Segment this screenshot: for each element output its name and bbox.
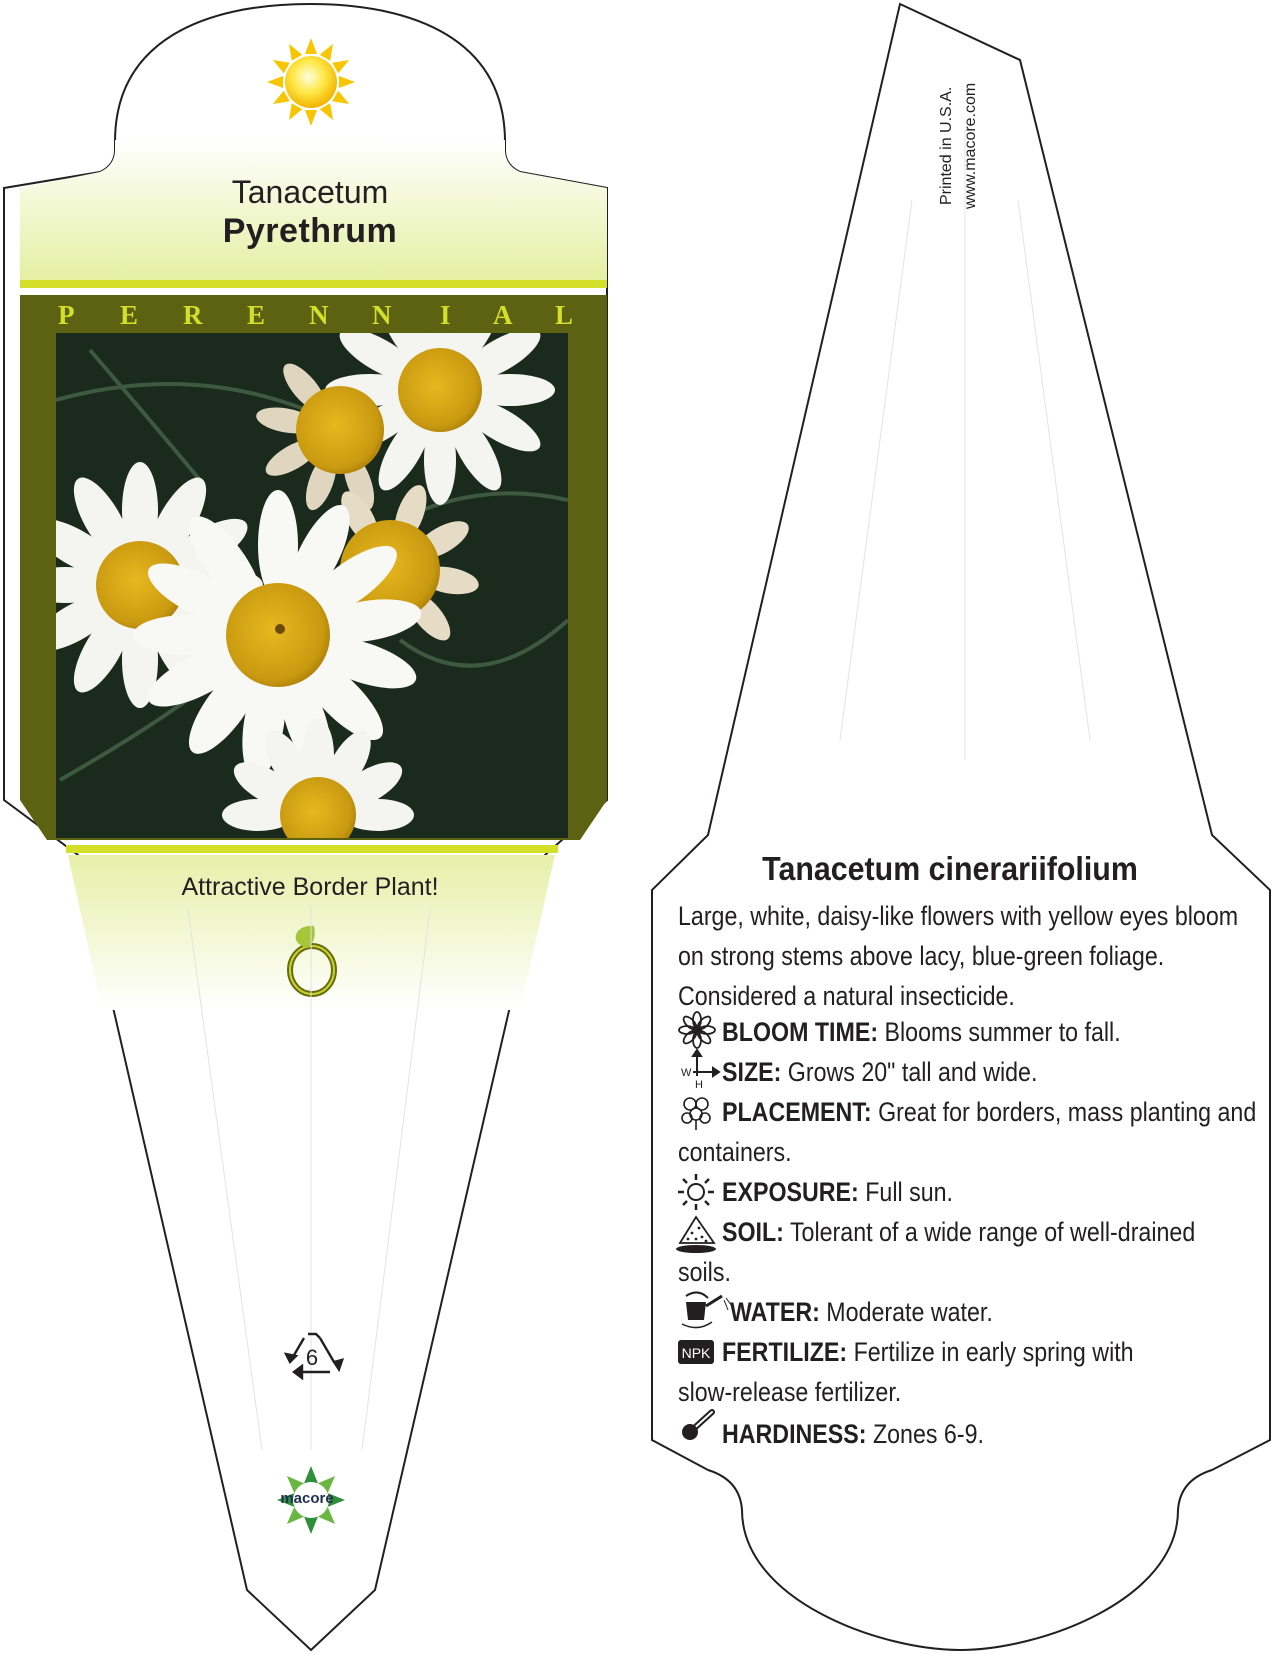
lime-stripe-top: [20, 280, 607, 288]
brand-name: macore: [280, 1490, 334, 1507]
daisy-photo: [17, 275, 568, 853]
description-line: Considered a natural insecticide.: [678, 981, 1015, 1011]
banner-letter: E: [120, 300, 139, 330]
attr-value: Great for borders, mass planting and: [871, 1097, 1257, 1127]
attr-label: PLACEMENT:: [722, 1097, 872, 1127]
attr-water: [730, 1292, 1036, 1332]
banner-letter: N: [309, 300, 329, 330]
front-title-genus: Tanacetum: [231, 174, 389, 210]
attr-fertilize-cont: [678, 1372, 938, 1412]
banner-letter: I: [440, 300, 451, 330]
banner-letter: R: [183, 300, 203, 330]
attr-label: EXPOSURE:: [722, 1177, 859, 1207]
attr-continuation: slow-release fertilizer.: [678, 1377, 902, 1407]
banner-letter: L: [555, 300, 574, 330]
description: [678, 896, 1258, 1016]
attr-continuation: containers.: [678, 1137, 792, 1167]
attr-value: Full sun.: [858, 1177, 953, 1207]
tagline: Attractive Border Plant!: [181, 873, 439, 901]
attr-soil-cont: [678, 1252, 740, 1292]
attr-value: Zones 6-9.: [866, 1419, 984, 1449]
attr-size: [722, 1052, 1089, 1092]
attr-fertilize: [722, 1332, 1201, 1372]
attr-exposure: [722, 1172, 991, 1212]
attr-continuation: soils.: [678, 1257, 731, 1287]
attr-value: Fertilize in early spring with: [847, 1337, 1134, 1367]
svg-text:H: H: [695, 1079, 703, 1091]
svg-text:W: W: [681, 1067, 692, 1079]
front-title-variety: Pyrethrum: [222, 212, 398, 250]
description-line: Large, white, daisy-like flowers with yellow eyes bloom: [678, 901, 1239, 931]
website: www.macore.com: [962, 82, 979, 209]
attr-value: Grows 20" tall and wide.: [781, 1057, 1038, 1087]
banner-letter: P: [58, 300, 75, 330]
banner-letter: E: [247, 300, 266, 330]
attr-placement-cont: [678, 1132, 810, 1172]
attr-placement: [722, 1092, 1277, 1132]
attr-soil: [722, 1212, 1272, 1252]
attr-label: FERTILIZE:: [722, 1337, 848, 1367]
lime-stripe-bottom: [66, 845, 558, 853]
species-title: Tanacetum cinerariifolium: [762, 850, 1138, 887]
attr-hardiness: [722, 1414, 1027, 1454]
attr-value: Moderate water.: [819, 1297, 993, 1327]
printed-in: Printed in U.S.A.: [938, 86, 955, 205]
attr-label: BLOOM TIME:: [722, 1017, 879, 1047]
attr-value: Tolerant of a wide range of well-drained: [783, 1217, 1196, 1247]
banner-letter: N: [372, 300, 392, 330]
attr-label: WATER:: [730, 1297, 820, 1327]
attr-label: HARDINESS:: [722, 1419, 867, 1449]
banner-letter: A: [493, 300, 513, 330]
svg-text:NPK: NPK: [681, 1345, 711, 1361]
attr-label: SIZE:: [722, 1057, 782, 1087]
attr-label: SOIL:: [722, 1217, 784, 1247]
attr-bloom-time: [722, 1012, 1186, 1052]
description-line: on strong stems above lacy, blue-green foliage.: [678, 941, 1165, 971]
attr-value: Blooms summer to fall.: [878, 1017, 1121, 1047]
recycle-code: 6: [305, 1345, 319, 1370]
npk-icon: [678, 1340, 714, 1364]
